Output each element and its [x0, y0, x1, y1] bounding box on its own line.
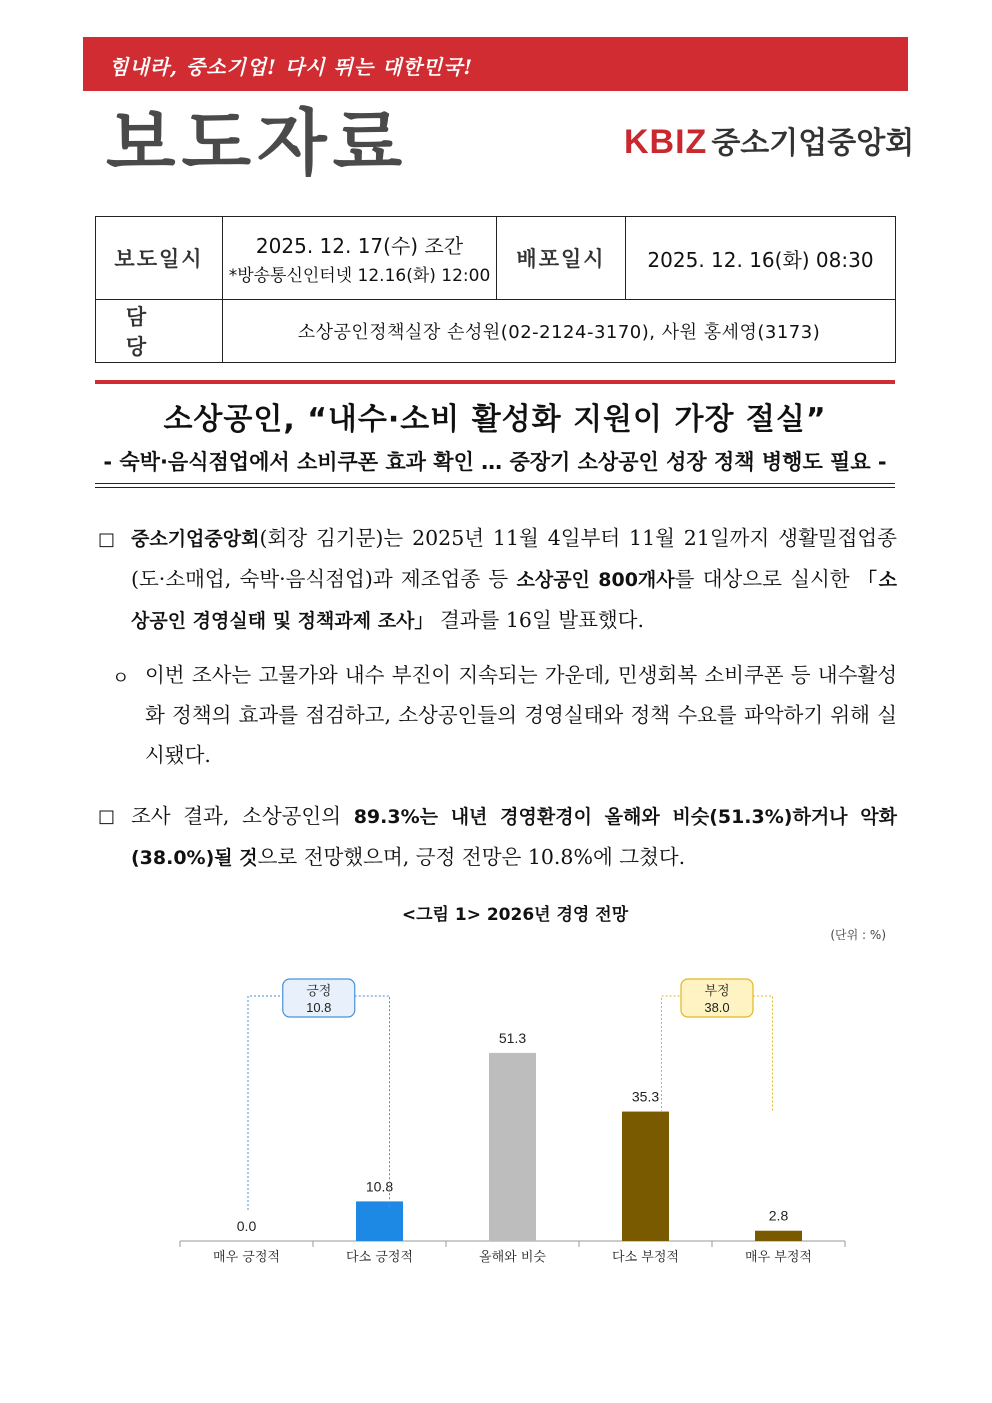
- release-date-label: 보도일시: [96, 217, 223, 300]
- figure-unit: (단위 : %): [830, 928, 886, 942]
- bar-value-label: 51.3: [498, 1029, 527, 1046]
- contact-label: 담당: [96, 300, 223, 363]
- bar-value-label: 35.3: [631, 1088, 660, 1105]
- bar: [755, 1231, 802, 1241]
- contact-value: 소상공인정책실장 손성원(02-2124-3170), 사원 홍세영(3173): [223, 300, 896, 363]
- bar: [622, 1112, 669, 1241]
- release-date-cell: [223, 217, 497, 300]
- top-banner: [83, 37, 908, 91]
- p3-key-finding: 89.3%는 내년 경영환경이 올해와 비슷(51.3%)하거나 악화(38.0%)될 것: [131, 806, 897, 869]
- p3-text-a: 조사 결과, 소상공인의: [131, 804, 354, 828]
- kbiz-logo: [624, 118, 915, 161]
- x-tick-label: 올해와 비슷: [479, 1250, 546, 1265]
- paragraph-3: [131, 796, 897, 878]
- p1-survey: 「소상공인 경영실태 및 정책과제 조사」: [131, 569, 897, 632]
- bracket-line-right: [753, 996, 773, 1112]
- p1-text-b: 를 대상으로 실시한: [674, 567, 858, 591]
- paragraph-1: [131, 518, 897, 641]
- annotation-label: 긍정: [306, 984, 332, 999]
- logo-org-name: 중소기업중앙회: [711, 126, 915, 161]
- bar-value-label: 0.0: [236, 1218, 257, 1234]
- outlook-bar-chart: [170, 975, 850, 1270]
- figure-caption: <그림 1> 2026년 경영 전망: [401, 905, 629, 925]
- x-tick-label: 매우 긍정적: [213, 1250, 280, 1265]
- release-date: 2025. 12. 17(수) 조간: [255, 234, 464, 258]
- press-release-title: 보도자료: [106, 101, 409, 185]
- p1-org: 중소기업중앙회: [131, 528, 260, 550]
- x-tick-label: 다소 긍정적: [346, 1250, 413, 1265]
- annotation-value: 38.0: [704, 1000, 730, 1015]
- distribute-date: 2025. 12. 16(화) 08:30: [626, 217, 896, 300]
- headline-double-divider: [95, 483, 895, 488]
- bar: [356, 1201, 403, 1241]
- p1-text-c: 결과를 16일 발표했다.: [433, 608, 644, 632]
- square-bullet-2: □: [98, 806, 116, 827]
- bar: [489, 1053, 536, 1241]
- p1-text-a: (회장 김기문)는 2025년 11월 4일부터 11월 21일까지 생활밀접업종(도·소매업, 숙박·음식점업)과 제조업종 등: [131, 526, 897, 591]
- banner-slogan: 힘내라, 중소기업! 다시 뛰는 대한민국!: [109, 55, 474, 79]
- bar-value-label: 2.8: [768, 1207, 789, 1224]
- headline: 소상공인, “내수·소비 활성화 지원이 가장 절실”: [163, 402, 827, 437]
- subheadline: - 숙박·음식점업에서 소비쿠폰 효과 확인 … 중장기 소상공인 성장 정책 병행도 필요 -: [103, 450, 887, 474]
- release-info-table: [95, 216, 896, 363]
- bracket-line-left: [662, 996, 682, 1112]
- release-broadcast: *방송통신인터넷 12.16(화) 12:00: [228, 266, 491, 286]
- x-tick-label: 다소 부정적: [612, 1250, 679, 1265]
- annotation-label: 부정: [704, 984, 730, 999]
- title-divider: [95, 380, 895, 384]
- p1-target: 소상공인 800개사: [516, 569, 675, 591]
- square-bullet-1: □: [98, 529, 116, 550]
- circle-bullet: ㅇ: [112, 668, 130, 689]
- bracket-line-left: [248, 996, 283, 1210]
- paragraph-2: 이번 조사는 고물가와 내수 부진이 지속되는 가운데, 민생회복 소비쿠폰 등 내수활성화 정책의 효과를 점검하고, 소상공인들의 경영실태와 정책 수요를 파악하기 위해 실시됐다.: [145, 663, 897, 767]
- p3-text-b: 으로 전망했으며, 긍정 전망은 10.8%에 그쳤다.: [257, 845, 686, 869]
- bar-value-label: 10.8: [365, 1178, 394, 1195]
- logo-kbiz-text: KBIZ: [624, 123, 708, 161]
- annotation-value: 10.8: [306, 1000, 332, 1015]
- x-tick-label: 매우 부정적: [745, 1250, 812, 1265]
- distribute-date-label: 배포일시: [497, 217, 626, 300]
